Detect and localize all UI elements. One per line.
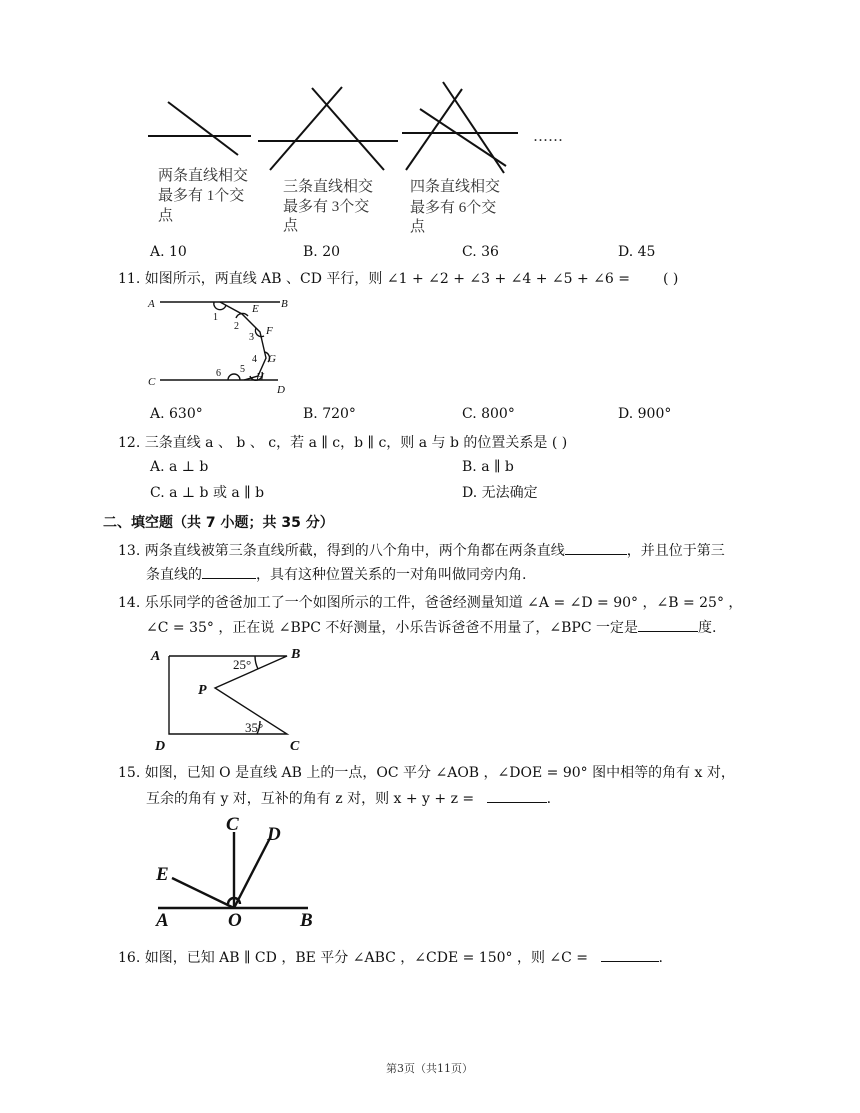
q11-parallel-lines-figure: [140, 292, 300, 400]
q14-line1: 14. 乐乐同学的爸爸加工了一个如图所示的工件，爸爸经测量知道 ∠A = ∠D = 90° ，∠B = 25° ，: [118, 595, 743, 611]
q12-option-d[interactable]: D. 无法确定: [462, 485, 538, 501]
q14-label-c: C: [290, 739, 300, 754]
q15-line2-end: .: [546, 791, 552, 807]
angle1-arc: [214, 302, 226, 310]
q15-blank[interactable]: [487, 788, 547, 803]
q10-option-c[interactable]: C. 36: [462, 244, 499, 260]
fig3-line-shallow: [420, 109, 506, 166]
q15-label-o: O: [228, 910, 242, 931]
q14-blank[interactable]: [638, 617, 698, 632]
fig1-caption-line3: 点: [158, 208, 174, 224]
q16-line1: [118, 947, 663, 968]
q13-line2: [146, 564, 526, 585]
q11-label-d: D: [277, 384, 285, 396]
q11-angle-6: 6: [216, 368, 221, 379]
q11-label-h: H: [256, 371, 264, 383]
fig1-caption-line1: 两条直线相交: [158, 168, 249, 184]
q14-angle-c-value: 35°: [245, 720, 264, 735]
q14-angle-b-value: 25°: [233, 657, 252, 672]
q11-stem: 11. 如图所示，两直线 AB 、CD 平行，则 ∠1 + ∠2 + ∠3 + ∠4 + ∠5 + ∠6 =: [118, 271, 631, 287]
q11-label-f: F: [266, 325, 273, 337]
fig3-caption-line3: 点: [410, 219, 426, 235]
workpiece-outline: [169, 656, 287, 734]
intersecting-lines-figure: [0, 0, 860, 245]
q12-option-c[interactable]: C. a ⊥ b 或 a ∥ b: [150, 485, 265, 501]
q13-line1-end: ，并且位于第三: [626, 543, 725, 559]
q15-line1: 15. 如图，已知 O 是直线 AB 上的一点，OC 平分 ∠AOB ，∠DOE = 90° 图中相等的角有 x 对，: [118, 765, 735, 781]
q11-angle-3: 3: [249, 332, 254, 343]
q11-option-c[interactable]: C. 800°: [462, 406, 515, 422]
q16-blank[interactable]: [601, 947, 659, 962]
fig2-line-left: [270, 87, 342, 170]
q11-answer-paren: ( ): [663, 271, 679, 287]
q15-line2-text: 互余的角有 y 对，互补的角有 z 对，则 x + y + z =: [146, 791, 475, 807]
page-footer: 第3页（共11页）: [386, 1062, 473, 1075]
ellipsis-text: ……: [533, 127, 563, 145]
q16-line1-end: .: [658, 950, 663, 966]
angle6-arc: [228, 374, 240, 380]
fig1-line-oblique: [168, 102, 238, 155]
q13-line2-start: 条直线的: [146, 567, 202, 583]
q14-line2-end: 度.: [698, 620, 717, 636]
q11-option-d[interactable]: D. 900°: [618, 406, 672, 422]
fig1-caption-line2: 最多有 1个交: [158, 188, 245, 204]
q14-line2-text: ∠C = 35° ，正在说 ∠BPC 不好测量，小乐告诉爸爸不用量了，∠BPC 一定是: [146, 620, 638, 636]
q15-label-c: C: [226, 814, 239, 835]
q11-angle-5: 5: [240, 364, 245, 375]
fig3-caption-line2: 最多有 6个交: [410, 200, 497, 216]
q13-blank-1[interactable]: [565, 540, 627, 555]
ray-oe: [172, 878, 234, 908]
q11-label-g: G: [268, 353, 276, 365]
q10-option-d[interactable]: D. 45: [618, 244, 656, 260]
q10-option-a[interactable]: A. 10: [150, 244, 187, 260]
q12-option-a[interactable]: A. a ⊥ b: [150, 459, 209, 475]
q13-line2-end: ，具有这种位置关系的一对角叫做同旁内角.: [256, 567, 527, 583]
fig2-line-right: [312, 88, 384, 170]
q15-label-e: E: [156, 864, 169, 885]
fig3-line-left: [406, 89, 462, 170]
fig2-caption-line3: 点: [283, 218, 299, 234]
q14-label-a: A: [151, 649, 161, 664]
q14-label-b: B: [291, 647, 301, 662]
q12-option-b[interactable]: B. a ∥ b: [462, 459, 514, 475]
q11-angle-2: 2: [234, 321, 239, 332]
fig3-caption-line1: 四条直线相交: [410, 179, 501, 195]
fig2-caption-line1: 三条直线相交: [283, 179, 374, 195]
section-heading: 二、填空题（共 7 小题；共 35 分）: [103, 515, 334, 531]
q11-label-a: A: [148, 298, 155, 310]
q14-label-p: P: [198, 683, 207, 698]
fig2-caption-line2: 最多有 3个交: [283, 199, 370, 215]
q11-label-c: C: [148, 376, 156, 388]
q11-angle-4: 4: [252, 354, 257, 365]
q11-label-e: E: [252, 303, 259, 315]
q11-option-b[interactable]: B. 720°: [303, 406, 356, 422]
q14-line2: [146, 617, 716, 638]
q12-stem: 12. 三条直线 a 、 b 、 c，若 a ∥ c，b ∥ c，则 a 与 b 的位置关系是 ( ): [118, 435, 568, 451]
q11-option-a[interactable]: A. 630°: [150, 406, 203, 422]
q15-line2: [146, 788, 551, 809]
q15-label-d: D: [267, 824, 281, 845]
q15-label-b: B: [300, 910, 313, 931]
q14-workpiece-figure: [145, 642, 315, 754]
q14-label-d: D: [155, 739, 166, 754]
q13-line1: [118, 540, 725, 561]
q13-blank-2[interactable]: [202, 564, 256, 579]
q11-angle-1: 1: [213, 312, 218, 323]
q13-line1-start: 13. 两条直线被第三条直线所截，得到的八个角中，两个角都在两条直线: [118, 543, 565, 559]
angle-b-arc: [255, 656, 258, 669]
q15-angles-figure: [148, 810, 328, 932]
q10-option-b[interactable]: B. 20: [303, 244, 341, 260]
q15-label-a: A: [156, 910, 169, 931]
ray-od: [234, 838, 270, 908]
q16-line1-text: 16. 如图，已知 AB ∥ CD ，BE 平分 ∠ABC ，∠CDE = 150° ，则 ∠C =: [118, 950, 589, 966]
q11-label-b: B: [281, 298, 288, 310]
